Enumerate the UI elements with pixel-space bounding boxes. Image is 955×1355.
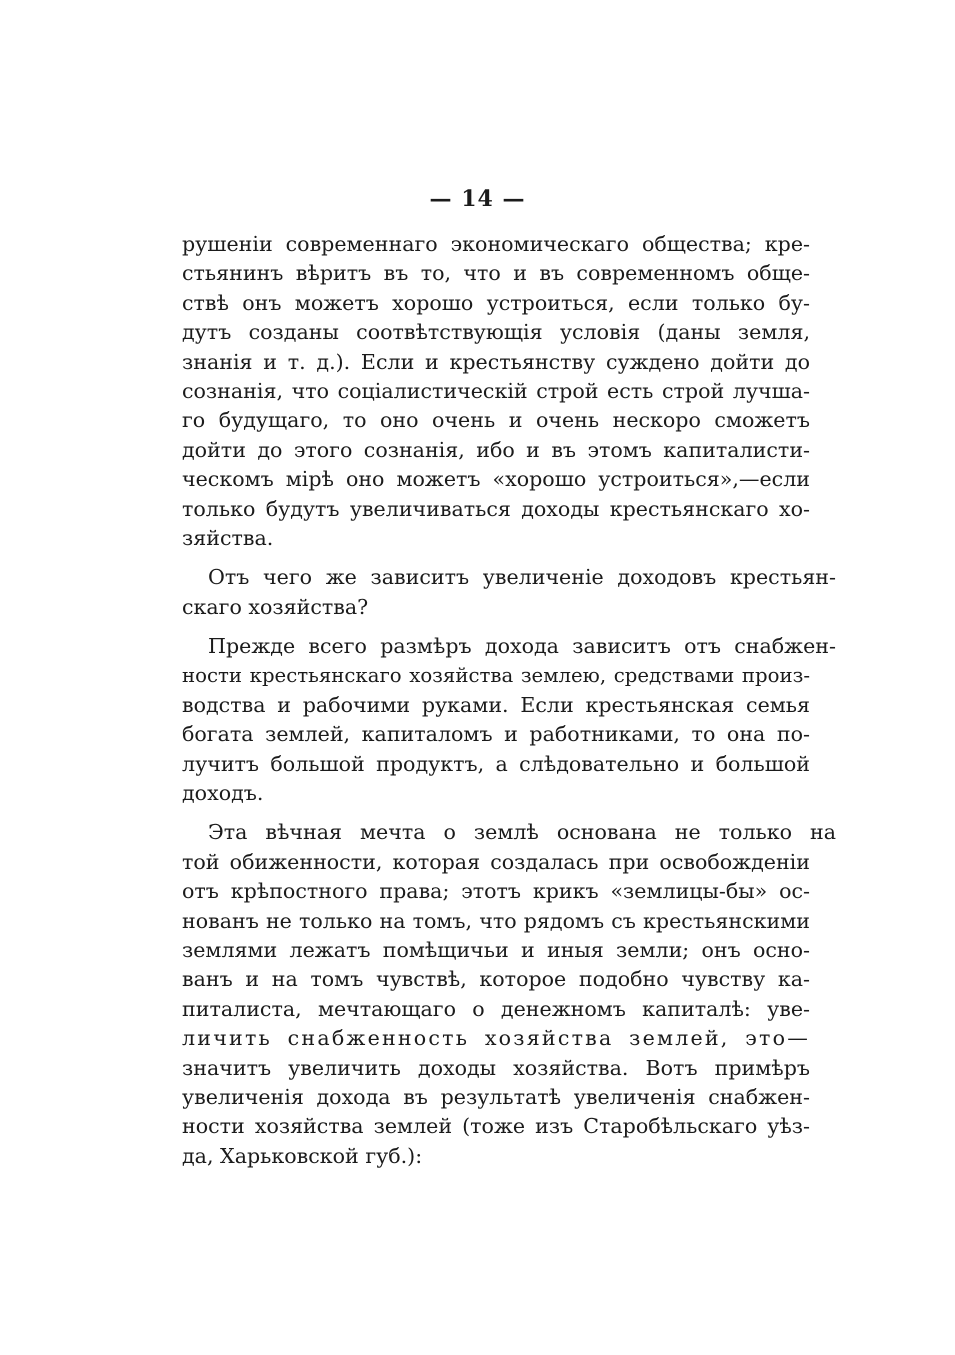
paragraph-cont bbox=[182, 593, 810, 622]
text-line: сознанія, что соціалистическій строй есть строй лучша- bbox=[182, 378, 810, 403]
text-line: дутъ созданы соотвѣтствующія условія (даны земля, bbox=[182, 320, 810, 345]
paragraph-cont bbox=[182, 848, 810, 1171]
text-line: го будущаго, то оно очень и очень нескоро сможетъ bbox=[182, 408, 810, 433]
text-line: стьянинъ вѣритъ въ то, что и въ современномъ обще- bbox=[182, 261, 810, 286]
paragraph bbox=[182, 230, 810, 553]
text-line: Эта вѣчная мечта о землѣ основана не только на bbox=[208, 820, 836, 845]
text-line: землями лежатъ помѣщичьи и иныя земли; онъ осно- bbox=[182, 937, 810, 962]
text-line: ности крестьянскаго хозяйства землею, средствами произ- bbox=[182, 664, 810, 688]
text-line: лучитъ большой продуктъ, а слѣдовательно и большой bbox=[182, 751, 810, 776]
text-line: водства и рабочими руками. Если крестьянская семья bbox=[182, 692, 810, 717]
text-line: Прежде всего размѣръ дохода зависитъ отъ снабжен- bbox=[208, 634, 836, 659]
text-line: Отъ чего же зависитъ увеличеніе доходовъ крестьян- bbox=[208, 565, 836, 590]
paragraph bbox=[182, 818, 836, 847]
text-line: ческомъ мірѣ оно можетъ «хорошо устроиться»,—если bbox=[182, 467, 810, 492]
page-number: — 14 — bbox=[429, 186, 526, 212]
text-line: значитъ увеличить доходы хозяйства. Вотъ примѣръ bbox=[182, 1055, 810, 1080]
text-line: богата землей, капиталомъ и работниками, то она по- bbox=[182, 722, 810, 747]
text-line: ствѣ онъ можетъ хорошо устроиться, если только бу- bbox=[182, 290, 810, 315]
paragraph bbox=[182, 632, 836, 661]
text-line: дойти до этого сознанія, ибо и въ этомъ капиталисти- bbox=[182, 437, 810, 462]
text-line: зяйства. bbox=[182, 525, 274, 550]
text-line: той обиженности, которая создалась при освобожденіи bbox=[182, 849, 810, 874]
text-line: знанія и т. д.). Если и крестьянству суждено дойти до bbox=[182, 349, 810, 374]
body-text bbox=[182, 230, 836, 1171]
text-line: увеличенія дохода въ результатѣ увеличенія снабжен- bbox=[182, 1084, 810, 1109]
paragraph-cont bbox=[182, 661, 810, 808]
text-line: отъ крѣпостного права; этотъ крикъ «землицы-бы» ос- bbox=[182, 879, 810, 904]
text-line: да, Харьковской губ.): bbox=[182, 1143, 423, 1168]
text-line: скаго хозяйства? bbox=[182, 594, 369, 619]
text-line: ности хозяйства землей (тоже изъ Старобѣльскаго уѣз- bbox=[182, 1114, 810, 1139]
text-line: ванъ и на томъ чувствѣ, которое подобно чувству ка- bbox=[182, 967, 810, 992]
text-line: нованъ не только на томъ, что рядомъ съ крестьянскими bbox=[182, 908, 810, 933]
text-line: личить снабженность хозяйства землей, это— bbox=[182, 1026, 810, 1051]
text-line: рушеніи современнаго экономическаго общества; кре- bbox=[182, 232, 810, 256]
text-line: питалиста, мечтающаго о денежномъ капиталѣ: уве- bbox=[182, 996, 810, 1021]
paragraph bbox=[182, 563, 836, 592]
text-line: доходъ. bbox=[182, 781, 264, 806]
text-line: только будутъ увеличиваться доходы крестьянскаго хо- bbox=[182, 496, 810, 521]
